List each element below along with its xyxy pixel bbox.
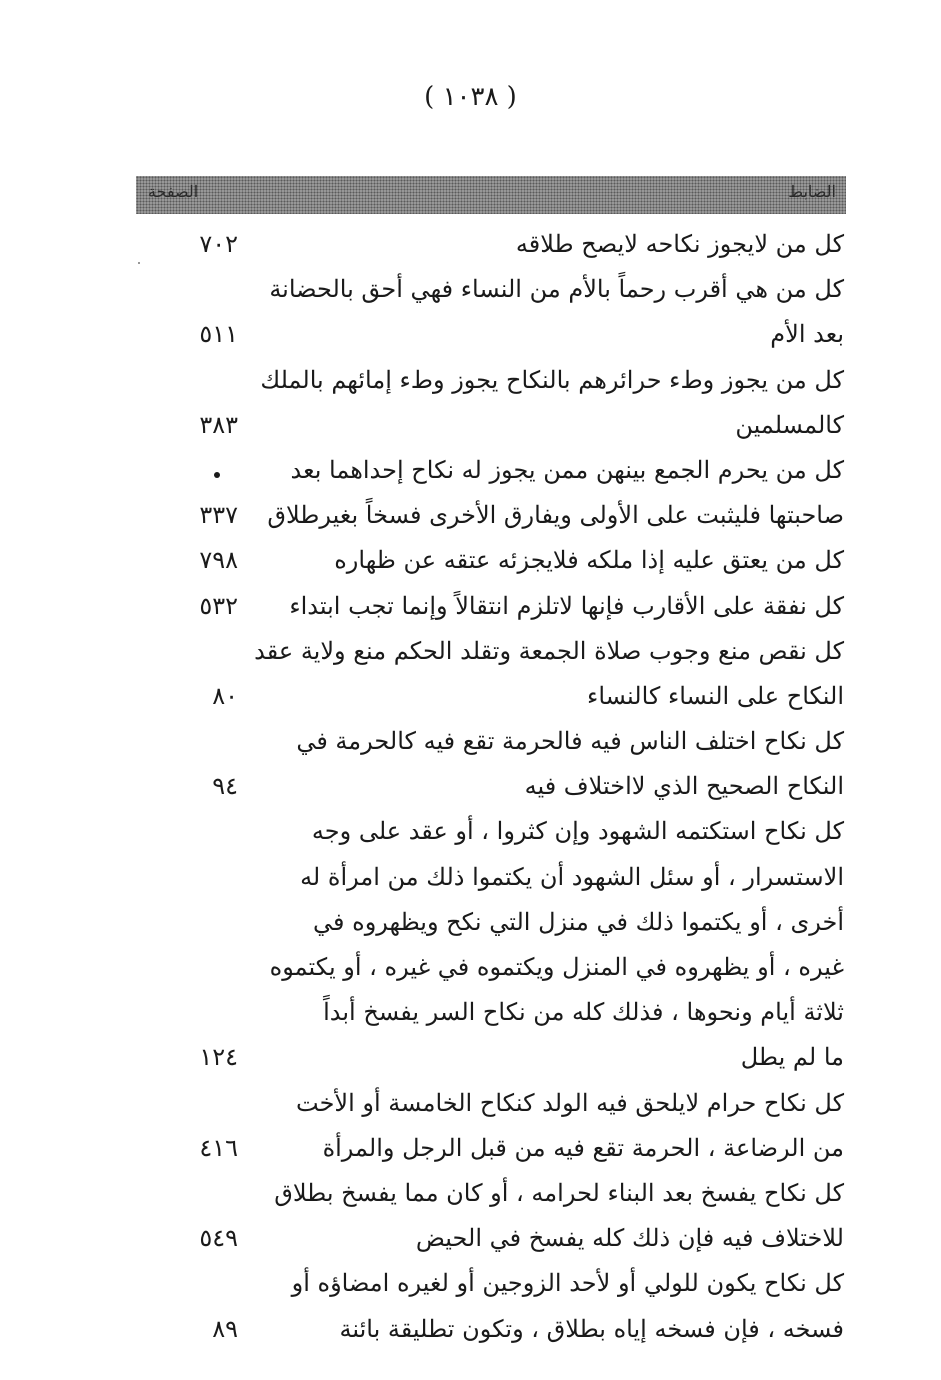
entry-page: ٣٣٧ — [199, 501, 238, 530]
entry-page: ٩٤ — [212, 772, 238, 801]
entry-line — [0, 1173, 941, 1218]
entry-text: كل نكاح حرام لايلحق فيه الولد كنكاح الخامسة أو الأخت — [296, 1088, 844, 1117]
table-header-bar — [136, 176, 846, 214]
entry-page: ٥١١ — [199, 320, 238, 349]
entry-line — [0, 676, 941, 721]
entry-text: من الرضاعة ، الحرمة تقع فيه من قبل الرجل والمرأة — [322, 1133, 844, 1162]
entry-page: ٧٩٨ — [199, 546, 238, 575]
entry-line — [0, 495, 941, 540]
entry-page: ٤١٦ — [199, 1133, 238, 1162]
entry-text: كل نفقة على الأقارب فإنها لاتلزم انتقالاً وإنما تجب ابتداء — [289, 591, 844, 620]
entry-line — [0, 224, 941, 269]
entry-text: كل نكاح يكون للولي أو لأحد الزوجين أو لغيره امضاؤه أو — [291, 1269, 844, 1298]
entry-page: ٨٩ — [212, 1314, 238, 1343]
entry-text: فسخه ، فإن فسخه إياه بطلاق ، وتكون تطليقة بائنة — [339, 1314, 844, 1343]
entry-page: ٨٠ — [212, 681, 238, 710]
index-entries — [0, 224, 941, 1354]
entry-text: كل نقص منع وجوب صلاة الجمعة وتقلد الحكم منع ولاية عقد — [254, 636, 844, 665]
entry-line — [0, 405, 941, 450]
entry-text: ثلاثة أيام ونحوها ، فذلك كله من نكاح السر يفسخ أبداً — [323, 998, 844, 1027]
entry-text: كل من يجوز وطء حرائرهم بالنكاح يجوز وطء إمائهم بالملك — [260, 365, 844, 394]
entry-page: ٧٠٢ — [199, 230, 238, 258]
entry-text: أخرى ، أو يكتموا ذلك في منزل التي نكح ويظهروه في — [313, 907, 844, 936]
entry-line — [0, 450, 941, 495]
entry-line — [0, 721, 941, 766]
entry-line — [0, 1218, 941, 1263]
entry-line — [0, 766, 941, 811]
entry-text: كل من يعتق عليه إذا ملكه فلايجزئه عتقه عن ظهاره — [334, 546, 844, 575]
entry-line — [0, 540, 941, 585]
entry-line — [0, 314, 941, 359]
entry-line — [0, 992, 941, 1037]
entry-text: كالمسلمين — [735, 410, 844, 439]
entry-page: ١٢٤ — [199, 1043, 238, 1072]
entry-text: كل من هي أقرب رحماً بالأم من النساء فهي أحق بالحضانة — [269, 275, 844, 304]
header-page-label: الصفحة — [148, 182, 199, 201]
entry-text: صاحبتها فليثبت على الأولى ويفارق الأخرى فسخاً بغيرطلاق — [267, 501, 844, 530]
entry-text: النكاح الصحيح الذي لااختلاف فيه — [524, 772, 844, 801]
entry-text: غيره ، أو يظهروه في المنزل ويكتموه في غيره ، أو يكتموه — [269, 953, 844, 981]
entry-page: ٣٨٣ — [199, 410, 238, 439]
entry-line — [0, 947, 941, 992]
entry-text: كل نكاح استكتمه الشهود وإن كثروا ، أو عقد على وجه — [311, 817, 844, 846]
entry-text: كل نكاح اختلف الناس فيه فالحرمة تقع فيه كالحرمة في — [296, 727, 844, 756]
entry-line — [0, 1128, 941, 1173]
entry-text: للاختلاف فيه فإن ذلك كله يفسخ في الحيض — [415, 1224, 844, 1253]
entry-line — [0, 857, 941, 902]
page-number: ( ١٠٣٨ ) — [424, 82, 517, 112]
entry-text: كل نكاح يفسخ بعد البناء لحرامه ، أو كان مما يفسخ بطلاق — [274, 1178, 844, 1207]
entry-text: بعد الأم — [770, 320, 844, 349]
entry-text: ما لم يطل — [740, 1043, 844, 1072]
entry-text: الاستسرار ، أو سئل الشهود أن يكتموا ذلك من امرأة له — [300, 862, 844, 891]
entry-text: النكاح على النساء كالنساء — [587, 681, 844, 710]
header-rule-label: الضابط — [788, 182, 836, 201]
entry-line — [0, 269, 941, 314]
entry-text: كل من لايجوز نكاحه لايصح طلاقه — [515, 230, 844, 258]
entry-text: كل من يحرم الجمع بينهن ممن يجوز له نكاح إحداهما بعد — [290, 455, 844, 484]
entry-line — [0, 902, 941, 947]
entry-line — [0, 1037, 941, 1082]
entry-line — [0, 360, 941, 405]
entry-line — [0, 586, 941, 631]
entry-page: ٥٤٩ — [199, 1224, 238, 1253]
entry-line — [0, 1083, 941, 1128]
entry-line — [0, 811, 941, 856]
entry-line — [0, 1309, 941, 1354]
entry-page: ٥٣٢ — [199, 591, 238, 620]
entry-line — [0, 1263, 941, 1308]
entry-line — [0, 631, 941, 676]
